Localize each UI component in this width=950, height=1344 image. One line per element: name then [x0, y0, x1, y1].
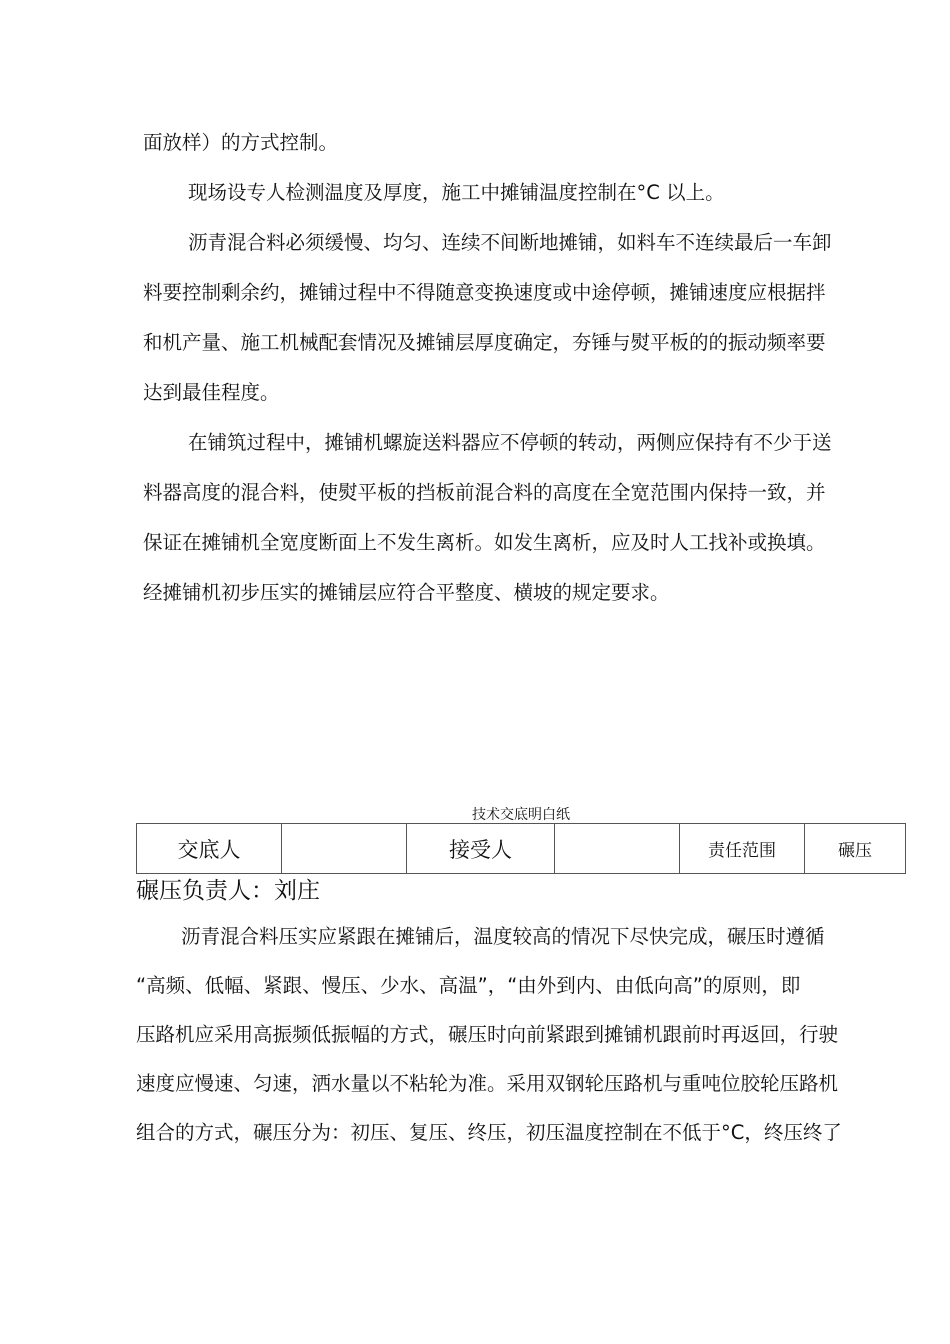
compaction-section: [136, 912, 901, 1157]
table-row: [137, 824, 906, 874]
cell-receiver-value: [555, 824, 680, 874]
text-line: “高频、低幅、紧跟、慢压、少水、高温”，“由外到内、由低向高”的原则，即: [136, 974, 801, 997]
text-line: 经摊铺机初步压实的摊铺层应符合平整度、横坡的规定要求。: [143, 581, 670, 604]
cell-scope-value: 碾压: [805, 824, 906, 874]
text-line: 组合的方式，碾压分为：初压、复压、终压，初压温度控制在不低于°C，终压终了: [136, 1121, 842, 1144]
cell-handover-person-value: [282, 824, 407, 874]
text-line: 现场设专人检测温度及厚度，施工中摊铺温度控制在°C 以上。: [188, 181, 725, 204]
cell-handover-person-label: 交底人: [137, 824, 282, 874]
text-line: 面放样）的方式控制。: [143, 131, 339, 154]
table-caption: 技术交底明白纸: [472, 807, 570, 823]
text-line: 达到最佳程度。: [143, 381, 280, 404]
text-line: 保证在摊铺机全宽度断面上不发生离析。如发生离析，应及时人工找补或换填。: [143, 531, 826, 554]
handover-table: [136, 823, 906, 874]
text-line: 沥青混合料必须缓慢、均匀、连续不间断地摊铺，如料车不连续最后一车卸: [188, 231, 832, 254]
cell-scope-label: 责任范围: [680, 824, 805, 874]
text-line: 压路机应采用高振频低振幅的方式，碾压时向前紧跟到摊铺机跟前时再返回，行驶: [136, 1023, 839, 1046]
text-line: 速度应慢速、匀速，洒水量以不粘轮为准。采用双钢轮压路机与重吨位胶轮压路机: [136, 1072, 839, 1095]
text-line: 料器高度的混合料，使熨平板的挡板前混合料的高度在全宽范围内保持一致，并: [143, 481, 826, 504]
text-line: 在铺筑过程中，摊铺机螺旋送料器应不停顿的转动，两侧应保持有不少于送: [188, 431, 832, 454]
text-line: 沥青混合料压实应紧跟在摊铺后，温度较高的情况下尽快完成，碾压时遵循: [181, 925, 825, 948]
cell-receiver-label: 接受人: [407, 824, 555, 874]
text-line: 和机产量、施工机械配套情况及摊铺层厚度确定，夯锤与熨平板的的振动频率要: [143, 331, 826, 354]
text-line: 料要控制剩余约，摊铺过程中不得随意变换速度或中途停顿，摊铺速度应根据拌: [143, 281, 826, 304]
responsible-person: 碾压负责人：刘庄: [136, 878, 320, 904]
paving-section: [143, 118, 908, 618]
